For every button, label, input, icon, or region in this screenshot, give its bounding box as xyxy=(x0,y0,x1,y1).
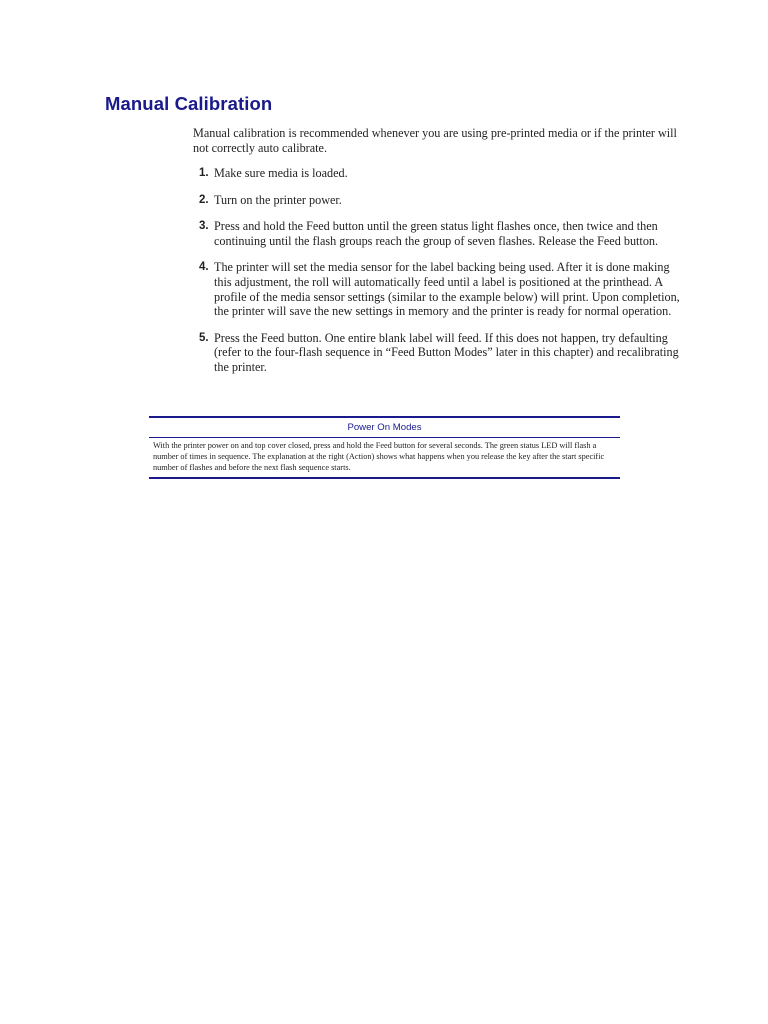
step-item xyxy=(193,331,683,375)
step-text: The printer will set the media sensor for the label backing being used. After it is done making this adjustment, the roll will automatically feed until a label is positioned at the printhead. A profile of the media sensor settings (similar to the example below) will print. Upon completion, the printer will save the new settings in memory and the printer is ready for normal operation. xyxy=(214,260,680,319)
callout-divider xyxy=(149,437,620,438)
step-item xyxy=(193,219,683,248)
step-number: 1. xyxy=(199,167,209,179)
step-text: Press and hold the Feed button until the green status light flashes once, then twice and then continuing until the flash groups reach the group of seven flashes. Release the Feed button. xyxy=(214,219,659,248)
step-text: Press the Feed button. One entire blank label will feed. If this does not happen, try defaulting (refer to the four-flash sequence in “Feed Button Modes” later in this chapter) and recalibrating the printer. xyxy=(214,330,679,374)
step-item xyxy=(193,193,683,208)
callout-top-rule xyxy=(149,416,620,418)
step-item xyxy=(193,166,683,181)
step-number: 5. xyxy=(199,331,209,344)
step-item xyxy=(193,260,683,318)
calibration-steps-list xyxy=(193,166,683,387)
section-title: Manual Calibration xyxy=(105,93,273,114)
callout-title: Power On Modes xyxy=(347,422,422,433)
step-number: 3. xyxy=(199,220,209,233)
callout-text: With the printer power on and top cover closed, press and hold the Feed button for several seconds. The green status LED will flash a number of times in sequence. The explanation at the right (Action) shows what happens when you release the key after the start specific number of flashes and before the next flash sequence starts. xyxy=(153,441,605,473)
callout-bottom-rule xyxy=(149,477,620,479)
intro-paragraph: Manual calibration is recommended whenever you are using pre-printed media or if the printer will not correctly auto calibrate. xyxy=(193,126,677,155)
step-text: Make sure media is loaded. xyxy=(214,166,348,180)
step-text: Turn on the printer power. xyxy=(214,192,342,207)
step-number: 2. xyxy=(199,193,209,206)
step-number: 4. xyxy=(199,261,209,274)
power-on-modes-callout xyxy=(149,416,620,479)
